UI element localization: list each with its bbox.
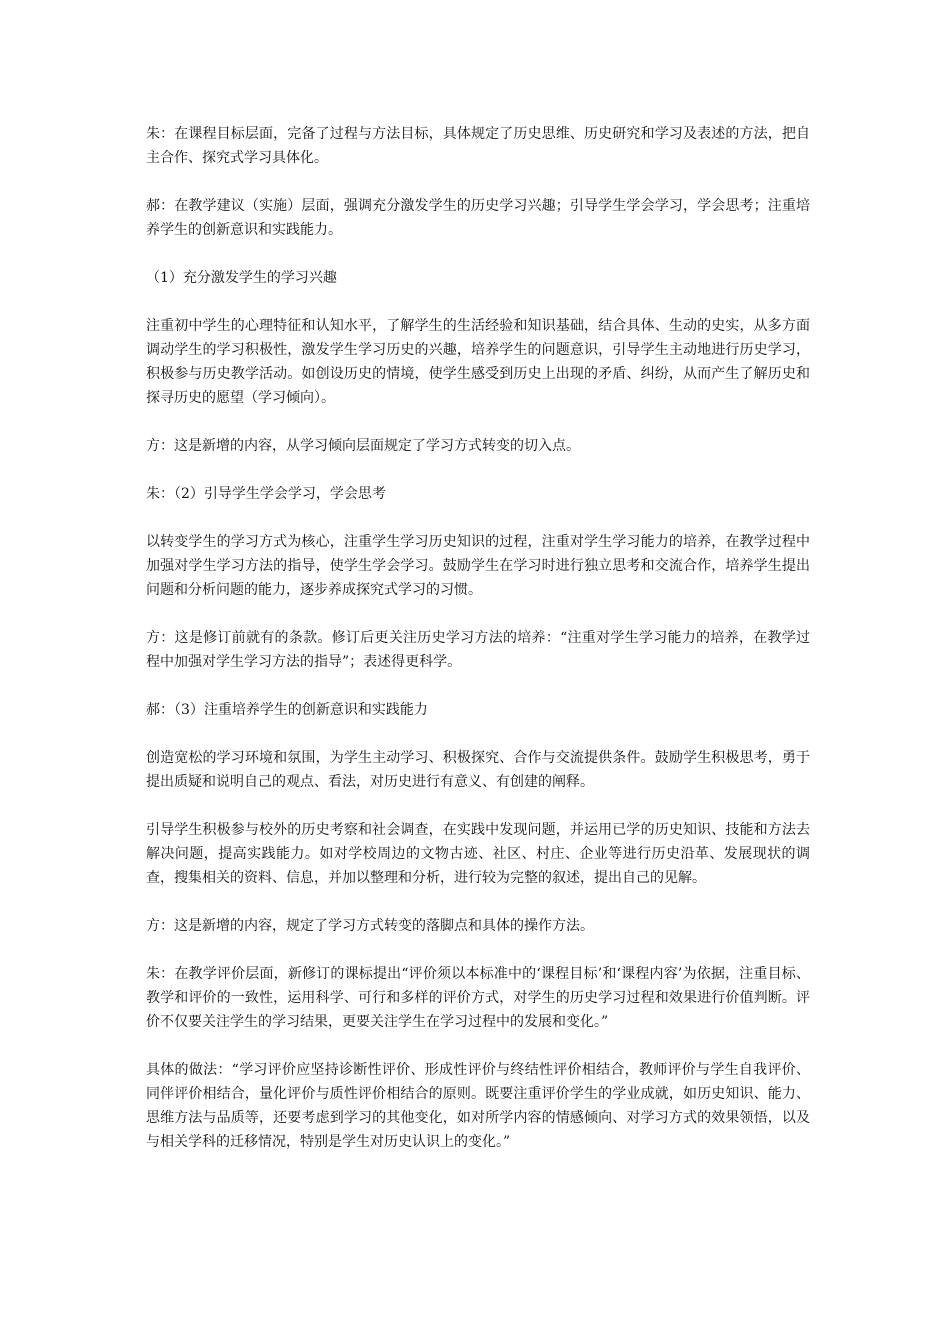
paragraph-interest-detail: 注重初中学生的心理特征和认知水平，了解学生的生活经验和知识基础，结合具体、生动的史实，从多方面调动学生的学习积极性，激发学生学习历史的兴趣，培养学生的问题意识，引导学生主动地进行历史学习，积极参与历史教学活动。如创设历史的情境，使学生感受到历史上出现的矛盾、纠纷，从而产生了解历史和探寻历史的愿望（学习倾向）。 <box>146 318 810 406</box>
paragraph-fang-comment-3: 方：这是新增的内容，规定了学习方式转变的落脚点和具体的操作方法。 <box>146 918 594 934</box>
paragraph-goal-level: 朱：在课程目标层面，完备了过程与方法目标，具体规定了历史思维、历史研究和学习及表述的方法，把自主合作、探究式学习具体化。 <box>146 126 810 166</box>
paragraph-teaching-suggestions: 郝：在教学建议（实施）层面，强调充分激发学生的历史学习兴趣；引导学生学会学习，学会思考；注重培养学生的创新意识和实践能力。 <box>146 198 810 238</box>
paragraph-fang-comment-2: 方：这是修订前就有的条款。修订后更关注历史学习方法的培养：“注重对学生学习能力的培养，在教学过程中加强对学生学习方法的指导”；表述得更科学。 <box>146 630 810 670</box>
paragraph-evaluation-method: 具体的做法：“学习评价应坚持诊断性评价、形成性评价与终结性评价相结合，教师评价与学生自我评价、同伴评价相结合，量化评价与质性评价相结合的原则。既要注重评价学生的学业成就，如历史知识、能力、思维方法与品质等，还要考虑到学习的其他变化，如对所学内容的情感倾向、对学习方式的效果领悟，以及与相关学科的迁移情况，特别是学生对历史认识上的变化。” <box>146 1062 810 1150</box>
section-heading-innovation: 郝：（3）注重培养学生的创新意识和实践能力 <box>146 702 428 718</box>
paragraph-fang-comment-1: 方：这是新增的内容，从学习倾向层面规定了学习方式转变的切入点。 <box>146 438 580 454</box>
section-heading-learn-to-learn: 朱：（2）引导学生学会学习，学会思考 <box>146 486 386 502</box>
paragraph-innovation-detail: 创造宽松的学习环境和氛围，为学生主动学习、积极探究、合作与交流提供条件。鼓励学生积极思考，勇于提出质疑和说明自己的观点、看法，对历史进行有意义、有创建的阐释。 <box>146 750 810 790</box>
paragraph-learn-to-learn-detail: 以转变学生的学习方式为核心，注重学生学习历史知识的过程，注重对学生学习能力的培养，在教学过程中加强对学生学习方法的指导，使学生学会学习。鼓励学生在学习时进行独立思考和交流合作，培养学生提出问题和分析问题的能力，逐步养成探究式学习的习惯。 <box>146 534 810 598</box>
document-body <box>146 122 810 1178</box>
paragraph-practice-detail: 引导学生积极参与校外的历史考察和社会调查，在实践中发现问题，并运用已学的历史知识、技能和方法去解决问题，提高实践能力。如对学校周边的文物古迹、社区、村庄、企业等进行历史沿革、发展现状的调查，搜集相关的资料、信息，并加以整理和分析，进行较为完整的叙述，提出自己的见解。 <box>146 822 810 886</box>
section-heading-interest: （1）充分激发学生的学习兴趣 <box>146 270 337 286</box>
paragraph-evaluation-level: 朱：在教学评价层面，新修订的课标提出“评价须以本标准中的‘课程目标’和‘课程内容’为依据，注重目标、教学和评价的一致性，运用科学、可行和多样的评价方式，对学生的历史学习过程和效果进行价值判断。评价不仅要关注学生的学习结果，更要关注学生在学习过程中的发展和变化。” <box>146 966 810 1030</box>
